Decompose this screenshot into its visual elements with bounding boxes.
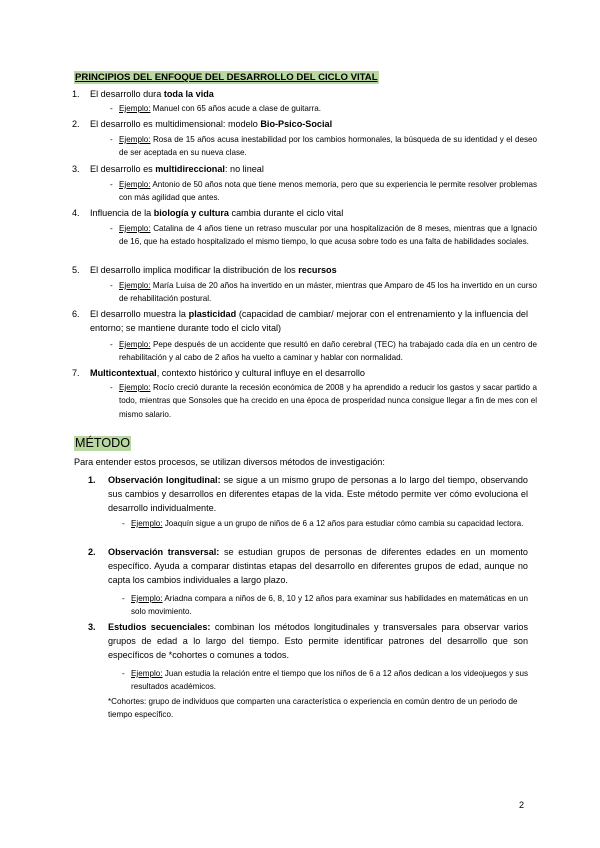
principle-keyword: multidireccional [155, 164, 225, 174]
example: - Ejemplo: Antonio de 50 años nota que tiene menos memoria, pero que su experiencia le permite resolver problemas con más agilidad que antes. [110, 180, 537, 203]
item-number: 7. [72, 368, 80, 378]
example: - Ejemplo: Juan estudia la relación entre el tiempo que los niños de 6 a 12 años dedican a los videojuegos y sus resultados académicos. [122, 669, 529, 692]
method-name: Observación transversal: [108, 547, 220, 557]
principle-text: El desarrollo es [90, 164, 156, 174]
principle-text: El desarrollo dura [90, 89, 164, 99]
principle-text: (capacidad de cambiar/ mejorar con el entrenamiento y la influencia del entorno; se mantiene durante todo el ciclo vital) [90, 309, 528, 333]
example: - Ejemplo: Rosa de 15 años acusa inestabilidad por los cambios hormonales, la búsqueda de su identidad y el deseo de ser aceptada en su nueva clase. [110, 135, 538, 158]
section-heading-principles: PRINCIPIOS DEL ENFOQUE DEL DESARROLLO DEL CICLO VITAL [75, 72, 378, 83]
principle-text: Influencia de la [90, 208, 154, 218]
example-text: Ariadna compara a niños de 6, 8, 10 y 12 años para examinar sus habilidades en matemáticas en un solo movimiento. [131, 594, 528, 617]
example-label: Ejemplo: [119, 104, 151, 113]
principle-item [72, 367, 528, 381]
example-text: Rocío creció durante la recesión económica de 2008 y ha aprendido a reducir los gastos y sacar partido a todo, mientras que Sonsoles que ha crecido en una época de prosperidad nunca consigue llegar a fin de mes con el mismo salario. [119, 383, 537, 419]
example: - Ejemplo: Rocío creció durante la recesión económica de 2008 y ha aprendido a reducir los gastos y sacar partido a todo, mientras que Sonsoles que ha crecido en una época de prosperidad nunca consigue llegar a fin de mes con el mismo salario. [110, 383, 537, 419]
example: - Ejemplo: Catalina de 4 años tiene un retraso muscular por una hospitalización de 8 meses, mientras que a Ignacio de 16, que ha estado hospitalizado el mismo tiempo, lo que acusa sobre todo es una falta de habilidades sociales. [110, 224, 537, 247]
principle-item [72, 118, 528, 132]
principle-text: : no lineal [224, 164, 264, 174]
principle-item [72, 163, 528, 177]
principle-text: , contexto histórico y cultural influye en el desarrollo [156, 368, 365, 378]
example-text: María Luisa de 20 años ha invertido en un máster, mientras que Amparo de 45 los ha invertido en un curso de rehabilitación postural. [119, 281, 538, 304]
example-text: Antonio de 50 años nota que tiene menos memoria, pero que su experiencia le permite resolver problemas con más agilidad que antes. [119, 180, 537, 203]
method-name: Estudios secuenciales: [108, 622, 211, 632]
example-text: Joaquín sigue a un grupo de niños de 6 a 12 años para estudiar cómo cambia su capacidad lectora. [164, 519, 524, 528]
example-text: Catalina de 4 años tiene un retraso muscular por una hospitalización de 8 meses, mientras que a Ignacio de 16, que ha estado hospitalizado el mismo tiempo, lo que acusa sobre todo es una falta de habilidades sociales. [119, 224, 537, 247]
principle-text: El desarrollo muestra la [90, 309, 189, 319]
principle-keyword: Bio-Psico-Social [260, 119, 333, 129]
method-text: se estudian grupos de personas de diferentes edades en un momento específico. Ayuda a comparar distintas etapas del desarrollo en diferentes grupos de edad, aunque no capta los cambios individuales a largo plazo. [108, 547, 528, 585]
principle-item [72, 88, 528, 102]
principle-keyword: plasticidad [188, 309, 237, 319]
example-text: Rosa de 15 años acusa inestabilidad por los cambios hormonales, la búsqueda de su identidad y el deseo de ser aceptada en su nueva clase. [119, 135, 538, 158]
method-item [88, 474, 528, 515]
method-text: se sigue a un mismo grupo de personas a lo largo del tiempo, observando sus cambios y desarrollos en diferentes etapas de la vida. Este método permite ver cómo evoluciona el desarrollo individualmente. [108, 475, 528, 513]
section-heading-method: MÉTODO [75, 436, 131, 450]
item-number: 2. [72, 119, 80, 129]
example-label: Ejemplo: [119, 281, 151, 290]
page-number: 2 [519, 800, 525, 810]
example-label: Ejemplo: [131, 594, 163, 603]
example: - Ejemplo: Joaquín sigue a un grupo de niños de 6 a 12 años para estudiar cómo cambia su capacidad lectora. [122, 519, 524, 528]
example-text: Juan estudia la relación entre el tiempo que los niños de 6 a 12 años dedican a los videojuegos y sus resultados académicos. [131, 669, 529, 692]
example-label: Ejemplo: [119, 180, 151, 189]
example-text: Pepe después de un accidente que resultó en daño cerebral (TEC) ha trabajado cada día en un centro de rehabilitación y al cabo de 2 años ha vuelto a caminar y hablar con normalidad. [119, 340, 537, 363]
method-text: combinan los métodos longitudinales y transversales para observar varios grupos de edad a lo largo del tiempo. Esto permite identificar patrones del desarrollo que son específicos de *cohortes o comunes a todos. [108, 622, 528, 660]
item-number: 5. [72, 265, 80, 275]
example: - Ejemplo: Manuel con 65 años acude a clase de guitarra. [110, 104, 322, 113]
method-intro: Para entender estos procesos, se utilizan diversos métodos de investigación: [74, 457, 385, 467]
item-number: 6. [72, 309, 80, 319]
footnote: *Cohortes: grupo de individuos que comparten una característica o experiencia en común dentro de un periodo de tiempo específico. [108, 697, 518, 720]
example-label: Ejemplo: [131, 669, 163, 678]
principle-text: cambia durante el ciclo vital [229, 208, 344, 218]
principle-keyword: toda la vida [163, 89, 214, 99]
item-number: 2. [88, 547, 96, 557]
example-label: Ejemplo: [119, 135, 151, 144]
principle-text: El desarrollo es multidimensional: modelo [90, 119, 261, 129]
principle-item [72, 308, 528, 335]
principle-text: El desarrollo implica modificar la distribución de los [90, 265, 299, 275]
example-label: Ejemplo: [119, 383, 151, 392]
example-label: Ejemplo: [119, 340, 151, 349]
method-item [88, 546, 528, 587]
example: - Ejemplo: María Luisa de 20 años ha invertido en un máster, mientras que Amparo de 45 los ha invertido en un curso de rehabilitación postural. [110, 281, 538, 304]
example-label: Ejemplo: [119, 224, 151, 233]
item-number: 3. [72, 164, 80, 174]
item-number: 1. [72, 89, 80, 99]
item-number: 1. [88, 475, 96, 485]
method-item [88, 621, 528, 662]
principle-keyword: biología y cultura [153, 208, 229, 218]
example-text: Manuel con 65 años acude a clase de guitarra. [152, 104, 322, 113]
item-number: 4. [72, 208, 80, 218]
example: - Ejemplo: Ariadna compara a niños de 6, 8, 10 y 12 años para examinar sus habilidades en matemáticas en un solo movimiento. [122, 594, 528, 617]
principle-item [72, 207, 528, 221]
principle-keyword: recursos [298, 265, 337, 275]
principle-keyword: Multicontextual [90, 368, 157, 378]
principle-item [72, 264, 528, 278]
example: - Ejemplo: Pepe después de un accidente que resultó en daño cerebral (TEC) ha trabajado cada día en un centro de rehabilitación y al cabo de 2 años ha vuelto a caminar y hablar con normalidad. [110, 340, 537, 363]
method-name: Observación longitudinal: [108, 475, 221, 485]
example-label: Ejemplo: [131, 519, 163, 528]
item-number: 3. [88, 622, 96, 632]
